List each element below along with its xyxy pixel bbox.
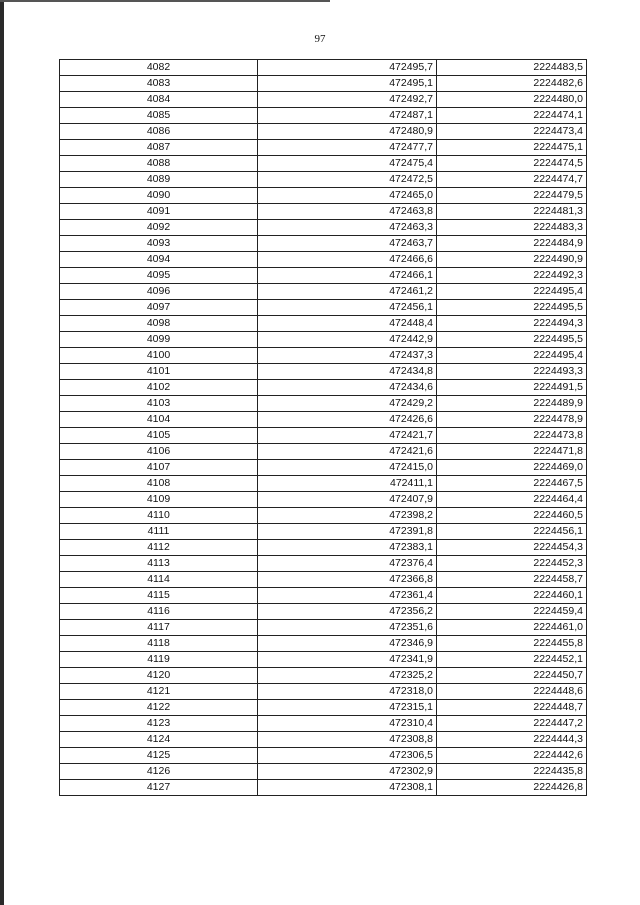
table-row	[60, 492, 587, 508]
table-row	[60, 460, 587, 476]
table-row	[60, 316, 587, 332]
x-coordinate-cell: 472475,4	[258, 156, 437, 172]
y-coordinate-cell: 2224475,1	[437, 140, 587, 156]
y-coordinate-cell: 2224460,5	[437, 508, 587, 524]
point-number-cell: 4102	[60, 380, 258, 396]
y-coordinate-cell: 2224478,9	[437, 412, 587, 428]
x-coordinate-cell: 472448,4	[258, 316, 437, 332]
y-coordinate-cell: 2224448,7	[437, 700, 587, 716]
x-coordinate-cell: 472361,4	[258, 588, 437, 604]
table-row	[60, 556, 587, 572]
table-row	[60, 332, 587, 348]
point-number-cell: 4085	[60, 108, 258, 124]
point-number-cell: 4114	[60, 572, 258, 588]
point-number-cell: 4101	[60, 364, 258, 380]
y-coordinate-cell: 2224474,5	[437, 156, 587, 172]
table-row	[60, 380, 587, 396]
table-row	[60, 268, 587, 284]
x-coordinate-cell: 472407,9	[258, 492, 437, 508]
table-row	[60, 524, 587, 540]
table-row	[60, 92, 587, 108]
table-row	[60, 364, 587, 380]
x-coordinate-cell: 472466,1	[258, 268, 437, 284]
scan-border-left	[0, 0, 4, 905]
point-number-cell: 4105	[60, 428, 258, 444]
x-coordinate-cell: 472434,6	[258, 380, 437, 396]
y-coordinate-cell: 2224454,3	[437, 540, 587, 556]
point-number-cell: 4111	[60, 524, 258, 540]
point-number-cell: 4119	[60, 652, 258, 668]
point-number-cell: 4093	[60, 236, 258, 252]
page-number: 97	[314, 33, 326, 45]
y-coordinate-cell: 2224442,6	[437, 748, 587, 764]
x-coordinate-cell: 472480,9	[258, 124, 437, 140]
x-coordinate-cell: 472463,3	[258, 220, 437, 236]
table-row	[60, 732, 587, 748]
point-number-cell: 4121	[60, 684, 258, 700]
point-number-cell: 4103	[60, 396, 258, 412]
x-coordinate-cell: 472398,2	[258, 508, 437, 524]
y-coordinate-cell: 2224452,1	[437, 652, 587, 668]
table-row	[60, 188, 587, 204]
table-row	[60, 156, 587, 172]
table-row	[60, 444, 587, 460]
y-coordinate-cell: 2224467,5	[437, 476, 587, 492]
point-number-cell: 4091	[60, 204, 258, 220]
table-row	[60, 220, 587, 236]
table-row	[60, 780, 587, 796]
x-coordinate-cell: 472463,7	[258, 236, 437, 252]
y-coordinate-cell: 2224444,3	[437, 732, 587, 748]
x-coordinate-cell: 472492,7	[258, 92, 437, 108]
table-body	[60, 60, 587, 796]
point-number-cell: 4100	[60, 348, 258, 364]
table-row	[60, 172, 587, 188]
point-number-cell: 4095	[60, 268, 258, 284]
table-row	[60, 412, 587, 428]
table-row	[60, 588, 587, 604]
y-coordinate-cell: 2224460,1	[437, 588, 587, 604]
y-coordinate-cell: 2224483,5	[437, 60, 587, 76]
table-row	[60, 684, 587, 700]
y-coordinate-cell: 2224491,5	[437, 380, 587, 396]
y-coordinate-cell: 2224492,3	[437, 268, 587, 284]
x-coordinate-cell: 472346,9	[258, 636, 437, 652]
y-coordinate-cell: 2224495,4	[437, 348, 587, 364]
point-number-cell: 4120	[60, 668, 258, 684]
y-coordinate-cell: 2224426,8	[437, 780, 587, 796]
x-coordinate-cell: 472341,9	[258, 652, 437, 668]
point-number-cell: 4123	[60, 716, 258, 732]
point-number-cell: 4092	[60, 220, 258, 236]
x-coordinate-cell: 472456,1	[258, 300, 437, 316]
y-coordinate-cell: 2224469,0	[437, 460, 587, 476]
y-coordinate-cell: 2224458,7	[437, 572, 587, 588]
y-coordinate-cell: 2224483,3	[437, 220, 587, 236]
y-coordinate-cell: 2224456,1	[437, 524, 587, 540]
y-coordinate-cell: 2224461,0	[437, 620, 587, 636]
y-coordinate-cell: 2224455,8	[437, 636, 587, 652]
point-number-cell: 4112	[60, 540, 258, 556]
y-coordinate-cell: 2224448,6	[437, 684, 587, 700]
x-coordinate-cell: 472391,8	[258, 524, 437, 540]
y-coordinate-cell: 2224474,1	[437, 108, 587, 124]
point-number-cell: 4117	[60, 620, 258, 636]
point-number-cell: 4097	[60, 300, 258, 316]
x-coordinate-cell: 472351,6	[258, 620, 437, 636]
point-number-cell: 4096	[60, 284, 258, 300]
x-coordinate-cell: 472383,1	[258, 540, 437, 556]
x-coordinate-cell: 472461,2	[258, 284, 437, 300]
table-row	[60, 76, 587, 92]
y-coordinate-cell: 2224473,8	[437, 428, 587, 444]
y-coordinate-cell: 2224452,3	[437, 556, 587, 572]
point-number-cell: 4087	[60, 140, 258, 156]
table-row	[60, 140, 587, 156]
point-number-cell: 4109	[60, 492, 258, 508]
table-row	[60, 476, 587, 492]
x-coordinate-cell: 472442,9	[258, 332, 437, 348]
y-coordinate-cell: 2224494,3	[437, 316, 587, 332]
table-row	[60, 572, 587, 588]
table-row	[60, 604, 587, 620]
x-coordinate-cell: 472415,0	[258, 460, 437, 476]
table-row	[60, 348, 587, 364]
x-coordinate-cell: 472325,2	[258, 668, 437, 684]
x-coordinate-cell: 472487,1	[258, 108, 437, 124]
y-coordinate-cell: 2224480,0	[437, 92, 587, 108]
x-coordinate-cell: 472437,3	[258, 348, 437, 364]
point-number-cell: 4094	[60, 252, 258, 268]
point-number-cell: 4099	[60, 332, 258, 348]
point-number-cell: 4122	[60, 700, 258, 716]
x-coordinate-cell: 472302,9	[258, 764, 437, 780]
y-coordinate-cell: 2224495,5	[437, 332, 587, 348]
table-row	[60, 124, 587, 140]
coordinates-table	[59, 59, 587, 796]
point-number-cell: 4083	[60, 76, 258, 92]
table-row	[60, 668, 587, 684]
y-coordinate-cell: 2224484,9	[437, 236, 587, 252]
point-number-cell: 4082	[60, 60, 258, 76]
y-coordinate-cell: 2224479,5	[437, 188, 587, 204]
x-coordinate-cell: 472306,5	[258, 748, 437, 764]
x-coordinate-cell: 472477,7	[258, 140, 437, 156]
x-coordinate-cell: 472434,8	[258, 364, 437, 380]
point-number-cell: 4090	[60, 188, 258, 204]
x-coordinate-cell: 472315,1	[258, 700, 437, 716]
table-row	[60, 252, 587, 268]
point-number-cell: 4113	[60, 556, 258, 572]
x-coordinate-cell: 472366,8	[258, 572, 437, 588]
x-coordinate-cell: 472495,1	[258, 76, 437, 92]
table-row	[60, 652, 587, 668]
x-coordinate-cell: 472308,8	[258, 732, 437, 748]
point-number-cell: 4115	[60, 588, 258, 604]
x-coordinate-cell: 472421,6	[258, 444, 437, 460]
point-number-cell: 4110	[60, 508, 258, 524]
table-row	[60, 540, 587, 556]
point-number-cell: 4084	[60, 92, 258, 108]
table-row	[60, 300, 587, 316]
point-number-cell: 4125	[60, 748, 258, 764]
table-row	[60, 636, 587, 652]
y-coordinate-cell: 2224447,2	[437, 716, 587, 732]
table-row	[60, 508, 587, 524]
x-coordinate-cell: 472426,6	[258, 412, 437, 428]
table-row	[60, 204, 587, 220]
point-number-cell: 4086	[60, 124, 258, 140]
x-coordinate-cell: 472466,6	[258, 252, 437, 268]
point-number-cell: 4098	[60, 316, 258, 332]
x-coordinate-cell: 472465,0	[258, 188, 437, 204]
y-coordinate-cell: 2224464,4	[437, 492, 587, 508]
point-number-cell: 4106	[60, 444, 258, 460]
table-row	[60, 620, 587, 636]
point-number-cell: 4088	[60, 156, 258, 172]
x-coordinate-cell: 472429,2	[258, 396, 437, 412]
x-coordinate-cell: 472495,7	[258, 60, 437, 76]
x-coordinate-cell: 472308,1	[258, 780, 437, 796]
table-row	[60, 236, 587, 252]
table-row	[60, 284, 587, 300]
x-coordinate-cell: 472421,7	[258, 428, 437, 444]
y-coordinate-cell: 2224471,8	[437, 444, 587, 460]
table-row	[60, 108, 587, 124]
table-row	[60, 428, 587, 444]
y-coordinate-cell: 2224482,6	[437, 76, 587, 92]
table-row	[60, 60, 587, 76]
point-number-cell: 4107	[60, 460, 258, 476]
point-number-cell: 4089	[60, 172, 258, 188]
y-coordinate-cell: 2224495,5	[437, 300, 587, 316]
x-coordinate-cell: 472356,2	[258, 604, 437, 620]
point-number-cell: 4127	[60, 780, 258, 796]
point-number-cell: 4104	[60, 412, 258, 428]
table-row	[60, 716, 587, 732]
y-coordinate-cell: 2224481,3	[437, 204, 587, 220]
y-coordinate-cell: 2224459,4	[437, 604, 587, 620]
table-row	[60, 764, 587, 780]
x-coordinate-cell: 472411,1	[258, 476, 437, 492]
x-coordinate-cell: 472376,4	[258, 556, 437, 572]
x-coordinate-cell: 472463,8	[258, 204, 437, 220]
y-coordinate-cell: 2224450,7	[437, 668, 587, 684]
point-number-cell: 4126	[60, 764, 258, 780]
y-coordinate-cell: 2224435,8	[437, 764, 587, 780]
y-coordinate-cell: 2224493,3	[437, 364, 587, 380]
y-coordinate-cell: 2224490,9	[437, 252, 587, 268]
point-number-cell: 4108	[60, 476, 258, 492]
x-coordinate-cell: 472310,4	[258, 716, 437, 732]
scan-border-top	[0, 0, 330, 2]
point-number-cell: 4124	[60, 732, 258, 748]
table-row	[60, 748, 587, 764]
point-number-cell: 4116	[60, 604, 258, 620]
y-coordinate-cell: 2224473,4	[437, 124, 587, 140]
y-coordinate-cell: 2224489,9	[437, 396, 587, 412]
x-coordinate-cell: 472318,0	[258, 684, 437, 700]
x-coordinate-cell: 472472,5	[258, 172, 437, 188]
y-coordinate-cell: 2224495,4	[437, 284, 587, 300]
table-row	[60, 700, 587, 716]
table-row	[60, 396, 587, 412]
point-number-cell: 4118	[60, 636, 258, 652]
y-coordinate-cell: 2224474,7	[437, 172, 587, 188]
